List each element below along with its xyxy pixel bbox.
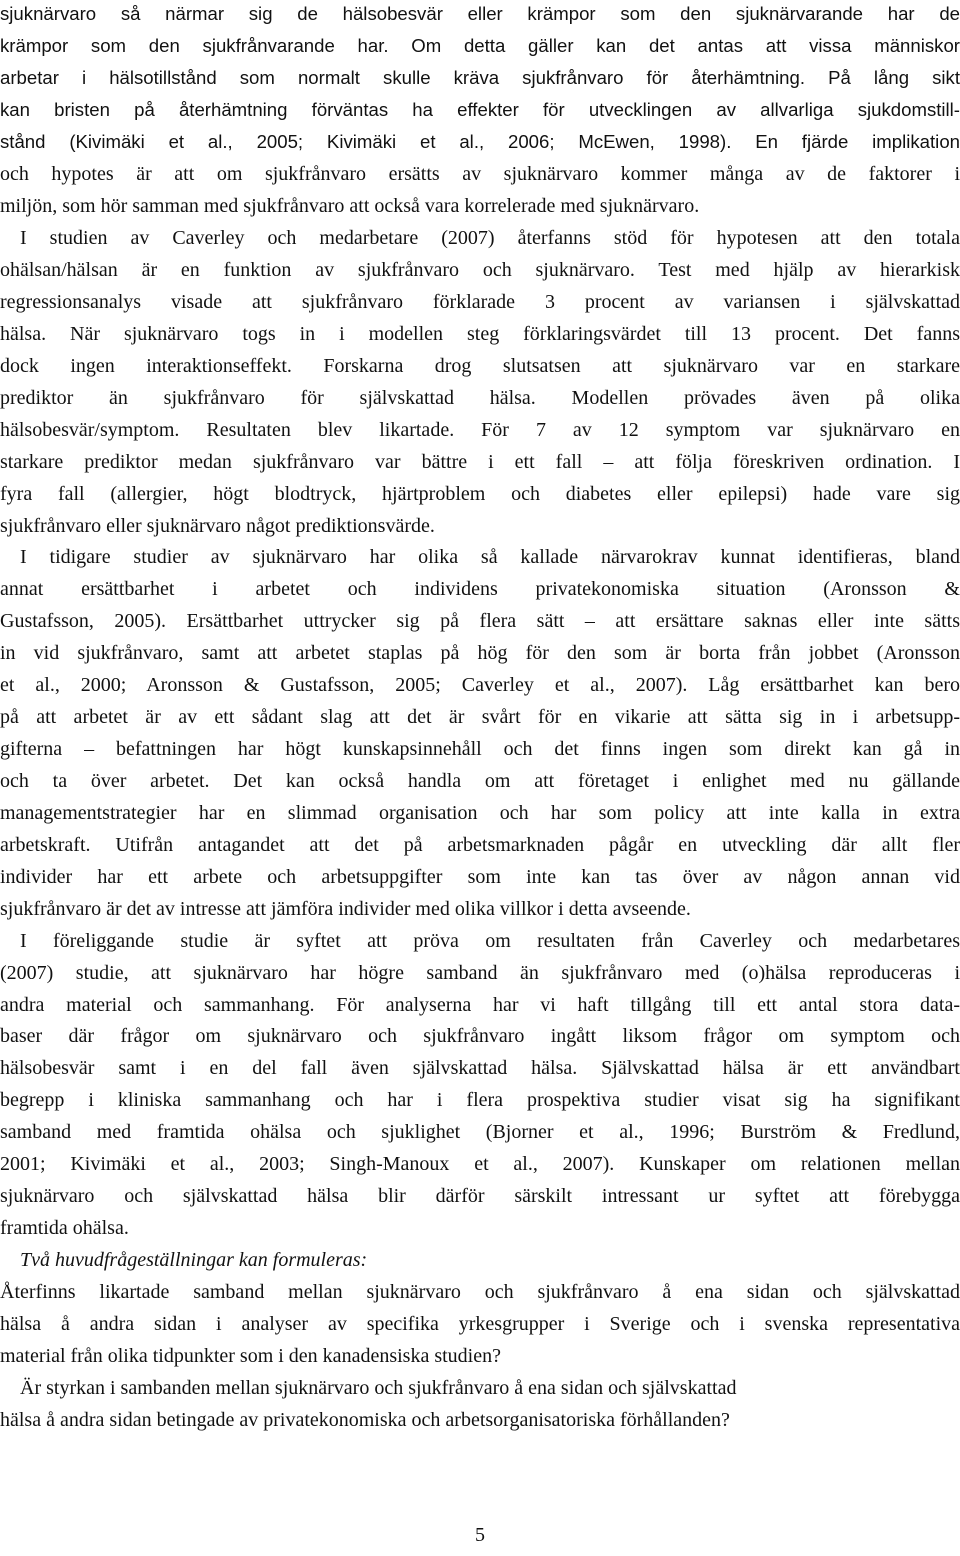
text-line: I studien av Caverley och medarbetare (2007) återfanns stöd för hypotesen att den totala bbox=[20, 227, 960, 249]
text-line: hälsa å andra sidan i analyser av specifika yrkesgrupper i Sverige och i svenska representativa bbox=[0, 1313, 960, 1335]
text-line: sjuknärvaro så närmar sig de hälsobesvär eller krämpor som den sjuknärvarande har de bbox=[0, 3, 960, 24]
text-line: miljön, som hör samman med sjukfrånvaro att också vara korrelerade med sjuknärvaro. bbox=[0, 195, 700, 217]
text-line: krämpor som den sjukfrånvarande har. Om detta gäller kan det antas att vissa människor bbox=[0, 35, 960, 56]
text-line: (2007) studie, att sjuknärvaro har högre samband än sjukfrånvaro med (o)hälsa reproduceras i bbox=[0, 962, 960, 984]
text-line: Återfinns likartade samband mellan sjuknärvaro och sjukfrånvaro å ena sidan och självskattad bbox=[0, 1281, 960, 1303]
text-line: och hypotes är att om sjukfrånvaro ersätts av sjuknärvaro kommer många av de faktorer i bbox=[0, 163, 960, 185]
text-line: hälsobesvär/symptom. Resultaten blev likartade. För 7 av 12 symptom var sjuknärvaro en bbox=[0, 419, 960, 441]
text-line: starkare prediktor medan sjukfrånvaro var bättre i ett fall – att följa föreskriven ordination. I bbox=[0, 451, 960, 473]
text-line: managementstrategier har en slimmad organisation och har som policy att inte kalla in extra bbox=[0, 802, 960, 824]
text-line: hälsobesvär samt i en del fall även självskattad hälsa. Självskattad hälsa är ett användbart bbox=[0, 1057, 960, 1079]
text-line: framtida ohälsa. bbox=[0, 1217, 129, 1239]
text-line: et al., 2000; Aronsson & Gustafsson, 2005; Caverley et al., 2007). Låg ersättbarhet kan bero bbox=[0, 674, 960, 696]
text-line: ohälsan/hälsan är en funktion av sjukfrånvaro och sjuknärvaro. Test med hjälp av hierarkisk bbox=[0, 259, 960, 281]
text-line: in vid sjukfrånvaro, samt att arbetet staplas på hög för den som är borta från jobbet (Aronsson bbox=[0, 642, 960, 664]
text-line: baser där frågor om sjuknärvaro och sjukfrånvaro ingått liksom frågor om symptom och bbox=[0, 1025, 960, 1047]
text-line: material från olika tidpunkter som i den kanadensiska studien? bbox=[0, 1345, 501, 1367]
text-line: arbetar i hälsotillstånd som normalt skulle kräva sjukfrånvaro för återhämtning. På lång sikt bbox=[0, 67, 960, 88]
text-line: dock ingen interaktionseffekt. Forskarna drog slutsatsen att sjuknärvaro var en starkare bbox=[0, 355, 960, 377]
text-line: arbetskraft. Utifrån antagandet att det på arbetsmarknaden pågår en utveckling där allt fler bbox=[0, 834, 960, 856]
text-line: sjukfrånvaro är det av intresse att jämföra individer med olika villkor i detta avseende. bbox=[0, 898, 691, 920]
page-number: 5 bbox=[475, 1524, 485, 1546]
text-line: begrepp i kliniska sammanhang och har i flera prospektiva studier visat sig ha signifikant bbox=[0, 1089, 960, 1111]
text-line: prediktor än sjukfrånvaro för självskattad hälsa. Modellen prövades även på olika bbox=[0, 387, 960, 409]
text-line: andra material och sammanhang. För analyserna har vi haft tillgång till ett antal stora data- bbox=[0, 994, 960, 1016]
text-line: sjuknärvaro och självskattad hälsa blir därför särskilt intressant ur syftet att förebygga bbox=[0, 1185, 960, 1207]
text-line: individer har ett arbete och arbetsuppgifter som inte kan tas över av någon annan vid bbox=[0, 866, 960, 888]
section-heading: Två huvudfrågeställningar kan formuleras: bbox=[20, 1249, 368, 1271]
text-line: Är styrkan i sambanden mellan sjuknärvaro och sjukfrånvaro å ena sidan och självskattad bbox=[20, 1377, 737, 1399]
text-line: på att arbetet är av ett sådant slag att det är svårt för en vikarie att sätta sig in i arbetsupp- bbox=[0, 706, 960, 728]
text-line: Gustafsson, 2005). Ersättbarhet uttrycker sig på flera sätt – att ersättare saknas eller inte sätts bbox=[0, 610, 960, 632]
text-line: I föreliggande studie är syftet att pröva om resultaten från Caverley och medarbetares bbox=[20, 930, 960, 952]
text-line: hälsa å andra sidan betingade av privatekonomiska och arbetsorganisatoriska förhållanden? bbox=[0, 1409, 730, 1431]
text-line: sjukfrånvaro eller sjuknärvaro något prediktionsvärde. bbox=[0, 515, 435, 537]
text-line: gifterna – befattningen har högt kunskapsinnehåll och det finns ingen som direkt kan gå in bbox=[0, 738, 960, 760]
text-line: och ta över arbetet. Det kan också handla om att företaget i enlighet med nu gällande bbox=[0, 770, 960, 792]
text-line: samband med framtida ohälsa och sjuklighet (Bjorner et al., 1996; Burström & Fredlund, bbox=[0, 1121, 960, 1143]
text-line: kan bristen på återhämtning förväntas ha effekter för utvecklingen av allvarliga sjukdomstill- bbox=[0, 99, 960, 120]
text-line: stånd (Kivimäki et al., 2005; Kivimäki et al., 2006; McEwen, 1998). En fjärde implikation bbox=[0, 131, 960, 152]
text-line: I tidigare studier av sjuknärvaro har olika så kallade närvarokrav kunnat identifieras, bland bbox=[20, 546, 960, 568]
text-line: 2001; Kivimäki et al., 2003; Singh-Manoux et al., 2007). Kunskaper om relationen mellan bbox=[0, 1153, 960, 1175]
text-line: hälsa. När sjuknärvaro togs in i modellen steg förklaringsvärdet till 13 procent. Det fanns bbox=[0, 323, 960, 345]
text-line: fyra fall (allergier, högt blodtryck, hjärtproblem och diabetes eller epilepsi) hade vare sig bbox=[0, 483, 960, 505]
text-line: regressionsanalys visade att sjukfrånvaro förklarade 3 procent av variansen i självskattad bbox=[0, 291, 960, 313]
text-line: annat ersättbarhet i arbetet och individens privatekonomiska situation (Aronsson & bbox=[0, 578, 960, 600]
